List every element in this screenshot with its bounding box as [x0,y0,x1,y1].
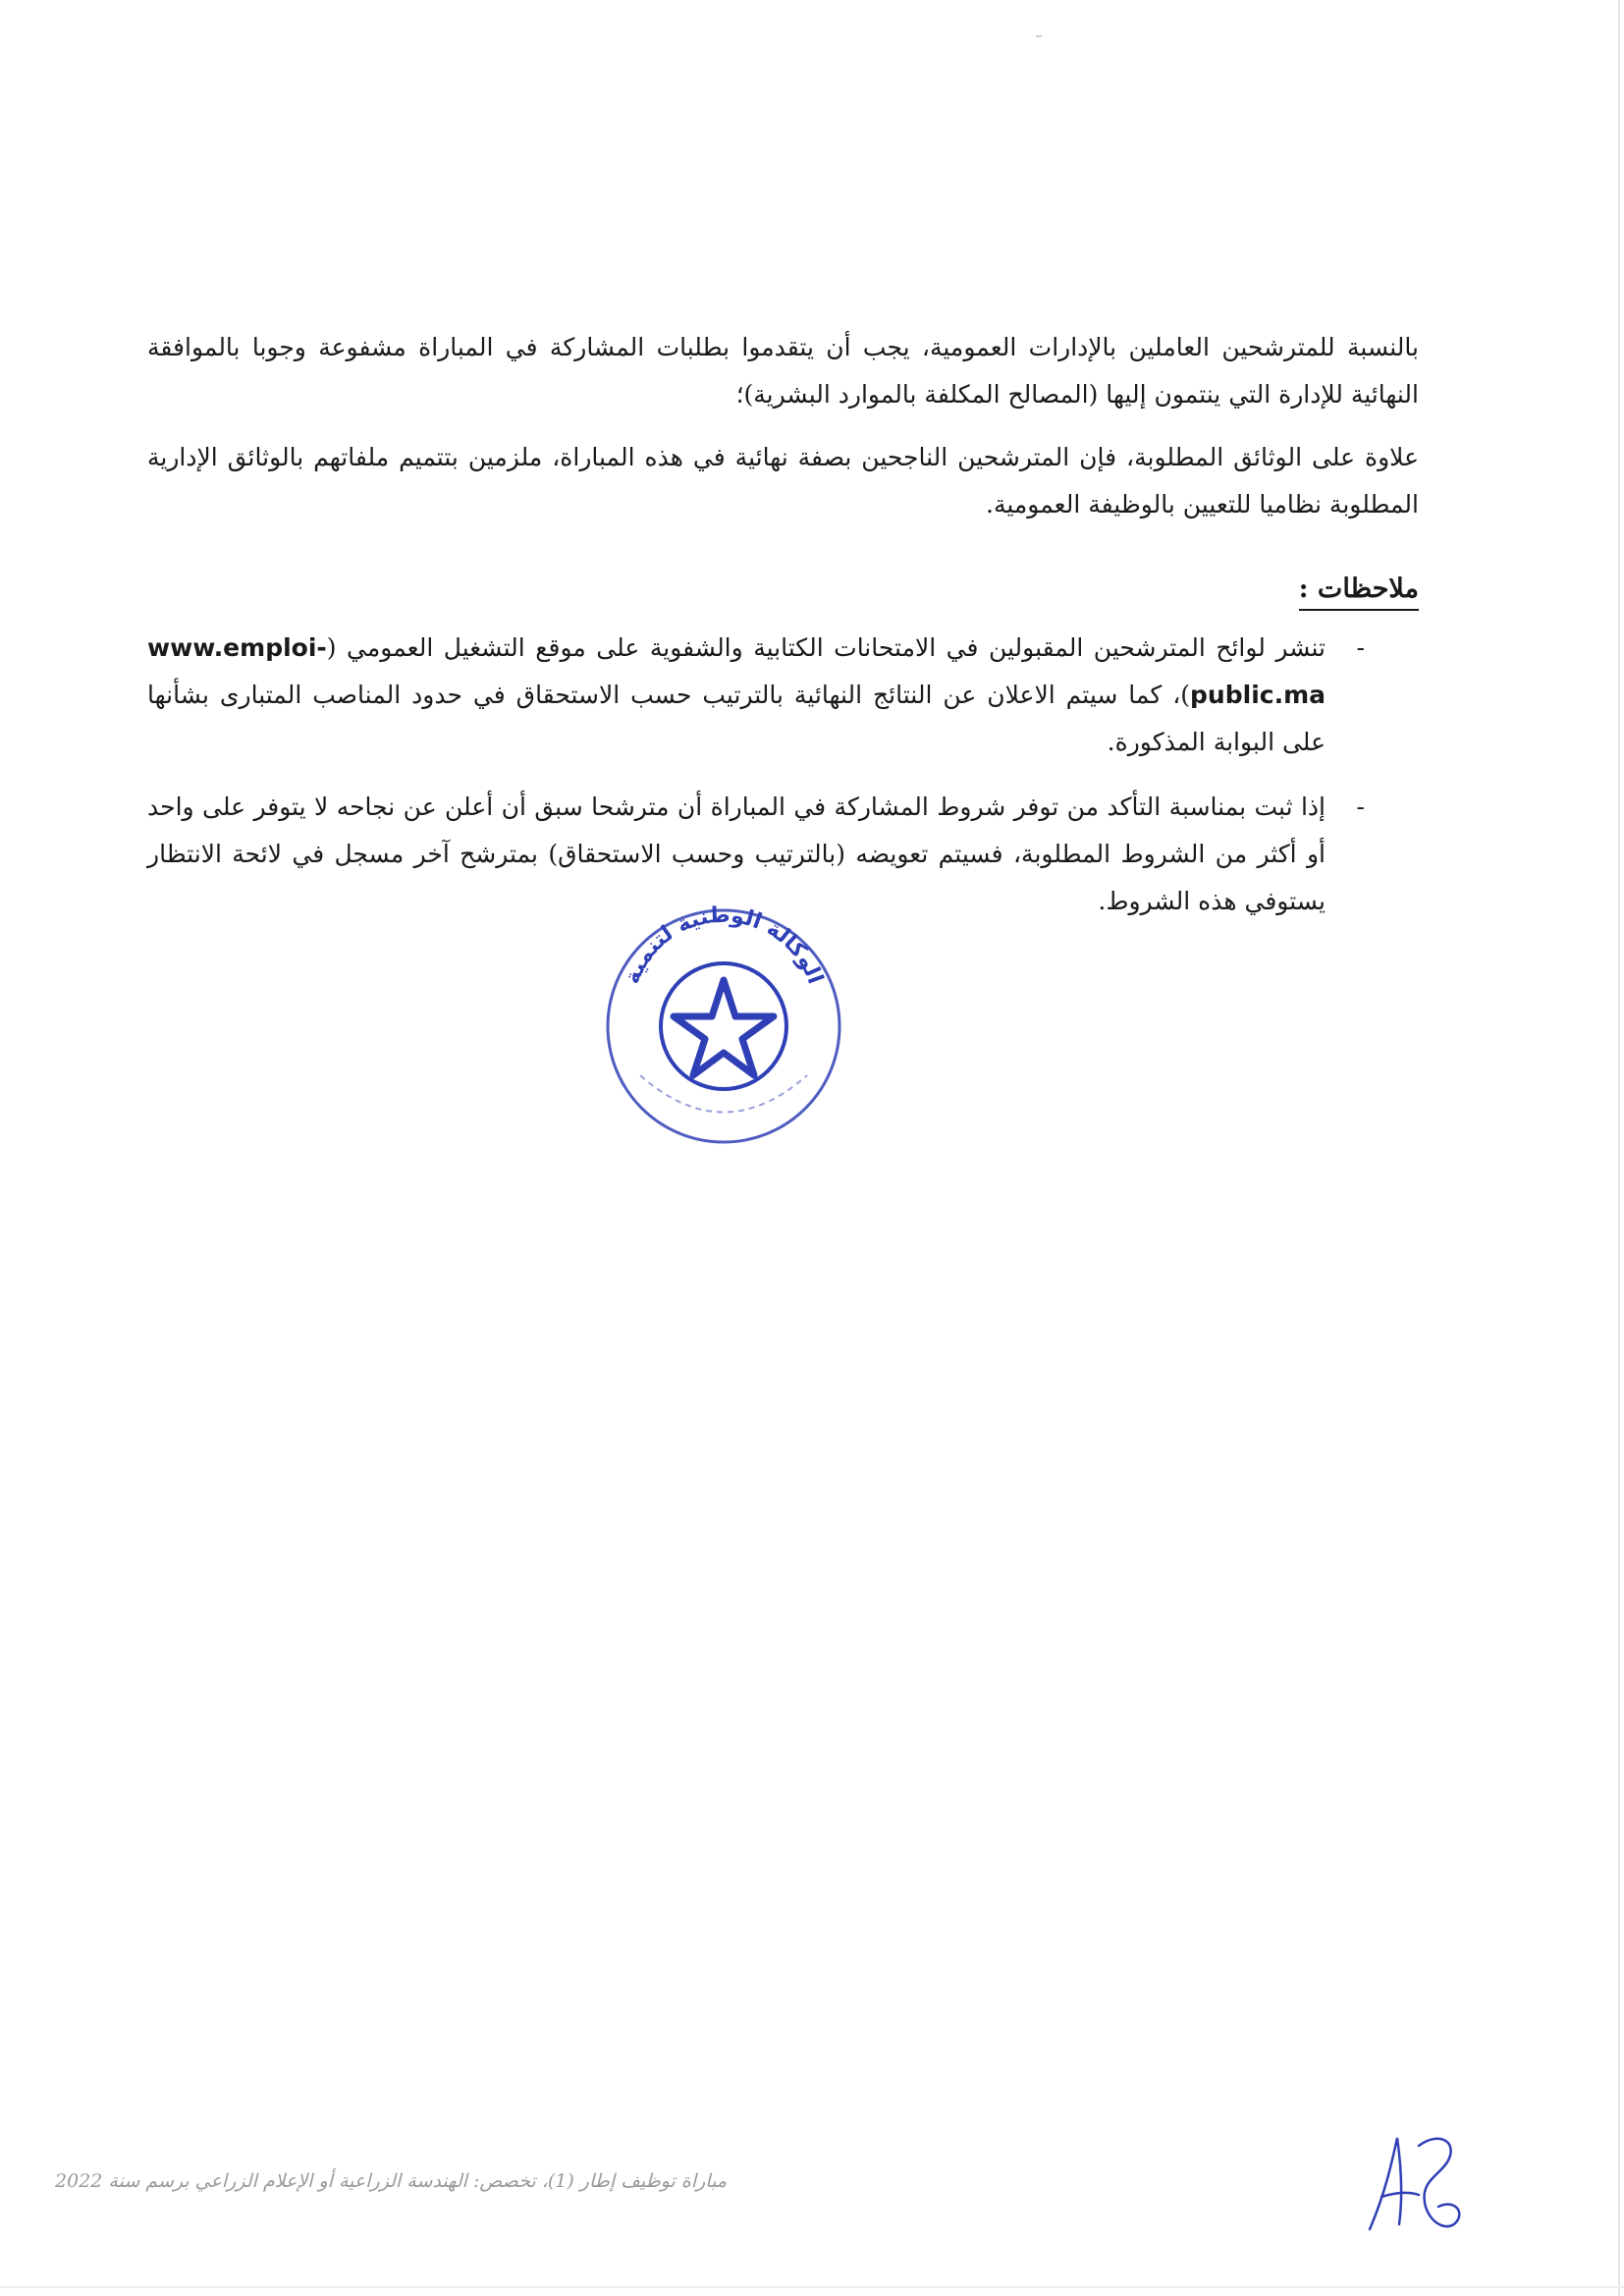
note-text-before: تنشر لوائح المترشحين المقبولين في الامتحانات الكتابية والشفوية على موقع التشغيل العمومي ( [326,633,1326,662]
paragraph-required-documents: علاوة على الوثائق المطلوبة، فإن المترشحين الناجحين بصفة نهائية في هذه المباراة، ملزمين بتتميم ملفاتهم بالوثائق الإدارية المطلوبة نظاميا للتعيين بالوظيفة العمومية. [147,443,1419,519]
page-footer: مباراة توظيف إطار (1)، تخصص: الهندسة الزراعية أو الإعلام الزراعي برسم سنة 2022 [55,2170,727,2192]
note-text: إذا ثبت بمناسبة التأكد من توفر شروط المشاركة في المباراة أن مترشحا سبق أن أعلن عن نجاحه لا يتوفر على واحد أو أكثر من الشروط المطلوبة، فسيتم تعويضه (بالترتيب وحسب الاستحقاق) بمترشح آخر مسجل في لائحة الانتظار يستوفي هذه الشروط. [147,793,1326,915]
note-dash: - [1356,793,1365,821]
note-item [147,625,1419,766]
scan-edge-bottom [0,2286,1624,2288]
stamp-text: الوكالة الوطنية لتنمية [620,903,828,988]
signature-icon [1360,2126,1468,2244]
official-stamp [601,903,846,1149]
scan-mark [1036,35,1042,37]
notes-title: ملاحظات : [1299,570,1419,611]
emploi-public-link[interactable]: www.emploi-public.ma [147,633,1326,709]
scan-edge [1618,0,1620,2296]
notes-section [147,544,1419,925]
svg-text:الوكالة الوطنية لتنمية [620,903,827,987]
note-text-after: )، كما سيتم الاعلان عن النتائج النهائية بالترتيب حسب الاستحقاق في حدود المناصب المتبارى بشأنها على البوابة المذكورة. [147,681,1326,756]
note-dash: - [1356,633,1365,662]
star-icon [674,980,774,1075]
paragraph-public-employees: بالنسبة للمترشحين العاملين بالإدارات العمومية، يجب أن يتقدموا بطلبات المشاركة في المباراة مشفوعة وجوبا بالموافقة النهائية للإدارة التي ينتمون إليها (المصالح المكلفة بالموارد البشرية)؛ [147,333,1419,409]
document-body [147,324,1419,943]
